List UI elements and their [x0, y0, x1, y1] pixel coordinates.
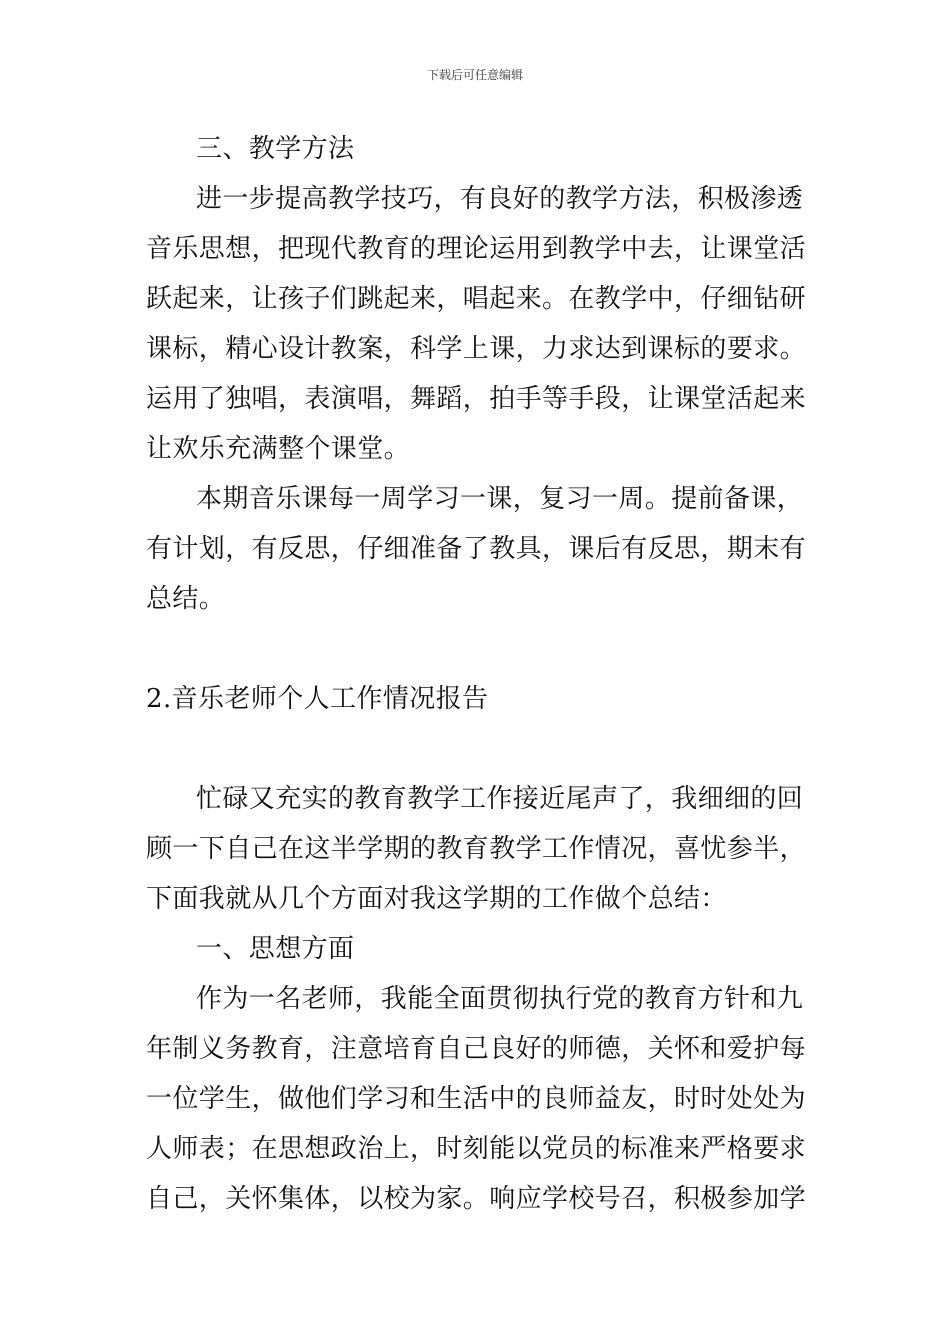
paragraph-line: 作为一名老师，我能全面贯彻执行党的教育方针和九 — [196, 984, 804, 1014]
paragraph-line: 进一步提高教学技巧，有良好的教学方法，积极渗透 — [196, 184, 804, 214]
article-title: 2.音乐老师个人工作情况报告 — [146, 684, 489, 714]
paragraph-line: 自己，关怀集体，以校为家。响应学校号召，积极参加学 — [146, 1184, 807, 1214]
paragraph-line: 跃起来，让孩子们跳起来，唱起来。在教学中，仔细钻研 — [146, 284, 807, 314]
paragraph-line: 有计划，有反思，仔细准备了教具，课后有反思，期末有 — [146, 534, 807, 564]
paragraph-line: 音乐思想，把现代教育的理论运用到教学中去，让课堂活 — [146, 234, 807, 264]
section-heading-teaching-methods: 三、教学方法 — [196, 134, 355, 164]
paragraph-line: 年制义务教育，注意培育自己良好的师德，关怀和爱护每 — [146, 1034, 807, 1064]
section-heading-ideology: 一、思想方面 — [196, 934, 355, 964]
paragraph-line: 课标，精心设计教案，科学上课，力求达到课标的要求。 — [146, 334, 807, 364]
paragraph-line: 运用了独唱，表演唱，舞蹈，拍手等手段，让课堂活起来 — [146, 384, 807, 414]
paragraph-line: 顾一下自己在这半学期的教育教学工作情况，喜忧参半， — [146, 834, 807, 864]
paragraph-line: 下面我就从几个方面对我这学期的工作做个总结： — [146, 884, 727, 914]
paragraph-line: 让欢乐充满整个课堂。 — [146, 434, 411, 464]
paragraph-line: 忙碌又充实的教育教学工作接近尾声了，我细细的回 — [196, 784, 804, 814]
page-header-note: 下载后可任意编辑 — [426, 68, 523, 82]
paragraph-line: 一位学生，做他们学习和生活中的良师益友，时时处处为 — [146, 1084, 807, 1114]
paragraph-line: 总结。 — [146, 584, 226, 614]
paragraph-line: 本期音乐课每一周学习一课，复习一周。提前备课， — [196, 484, 804, 514]
paragraph-line: 人师表；在思想政治上，时刻能以党员的标准来严格要求 — [146, 1134, 807, 1164]
